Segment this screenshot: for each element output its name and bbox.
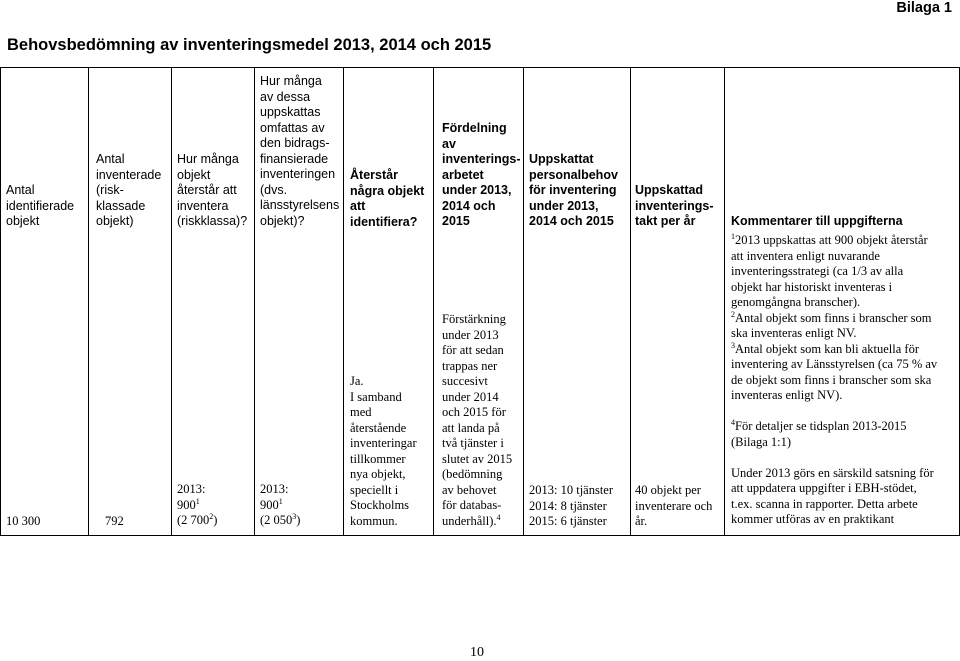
column-divider	[171, 68, 172, 535]
assessment-table	[0, 67, 960, 536]
column-divider	[724, 68, 725, 535]
header-identified-objects: Antal identifierade objekt	[6, 183, 75, 228]
header-inventoried-objects: Antal inventerade (risk- klassade objekt)	[96, 152, 162, 228]
column-divider	[523, 68, 524, 535]
appendix-label: Bilaga 1	[896, 0, 952, 16]
header-inventory-pace: Uppskattad inventerings- takt per år	[635, 183, 714, 228]
identified-objects-value: 10 300	[6, 514, 41, 528]
comment-note-4: $^4$För detaljer se tidsplan 2013-2015 (Bilaga 1:1)	[731, 417, 907, 449]
column-divider	[88, 68, 89, 535]
header-remaining-objects: Hur många objekt återstår att inventera (riskklassa)?	[177, 152, 248, 228]
comment-note-1: $^1$2013 uppskattas att 900 objekt återstår att inventera enligt nuvarande inventeringsstrategi (ca 1/3 av alla objekt har historiskt inventeras i genomgångna branscher).	[731, 231, 928, 309]
column-divider	[343, 68, 344, 535]
inventory-pace-value: 40 objekt per inventerare och år.	[635, 483, 713, 528]
header-staffing-need: Uppskattat personalbehov för inventering under 2013, 2014 och 2015	[529, 152, 618, 228]
header-objects-to-identify: Återstår några objekt att identifiera?	[350, 168, 425, 229]
page-number: 10	[470, 645, 484, 660]
column-divider	[630, 68, 631, 535]
funded-objects-value: 2013: $900^1$ (2 $050^3$)	[260, 482, 301, 527]
comment-note-5: Under 2013 görs en särskild satsning för att uppdatera uppgifter i EBH-stödet, t.ex. scanna in rapporter. Detta arbete kommer utföras av en praktikant	[731, 465, 934, 526]
staffing-need-value: 2013: 10 tjänster 2014: 8 tjänster 2015: 6 tjänster	[529, 483, 614, 528]
column-divider	[433, 68, 434, 535]
header-comments: Kommentarer till uppgifterna	[731, 214, 903, 228]
comment-note-2: $^2$Antal objekt som finns i branscher som ska inventeras enligt NV.	[731, 309, 932, 340]
remaining-objects-value: 2013: $900^1$ (2 $700^2$)	[177, 482, 218, 527]
header-work-distribution: Fördelning av inventerings- arbetet under 2013, 2014 och 2015	[442, 121, 521, 228]
comments-text	[731, 233, 959, 528]
page-title: Behovsbedömning av inventeringsmedel 2013, 2014 och 2015	[7, 36, 492, 54]
comment-note-3: $^3$Antal objekt som kan bli aktuella för inventering av Länsstyrelsen (ca 75 % av de objekt som finns i branscher som ska inventeras enligt NV).	[731, 340, 938, 402]
column-divider	[254, 68, 255, 535]
objects-to-identify-value: Ja. I samband med återstående inventeringar tillkommer nya objekt, speciellt i Stockholms kommun.	[350, 374, 417, 528]
inventoried-objects-value: 792	[105, 514, 124, 528]
work-distribution-value: Förstärkning under 2013 för att sedan trappas ner succesivt under 2014 och 2015 för att landa på två tjänster i slutet av 2015 (bedömning av behovet för databas- underhåll).$^4$	[442, 312, 513, 528]
header-funded-objects: Hur många av dessa uppskattas omfattas av den bidrags- finansierade inventeringen (dvs. länsstyrelsens objekt)?	[260, 74, 340, 228]
